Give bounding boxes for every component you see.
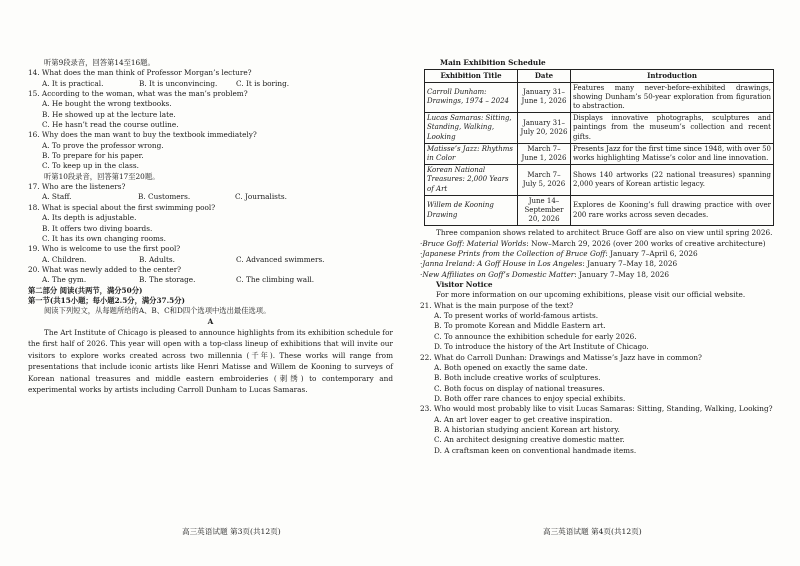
exhibition-date: January 31– June 1, 2026 [518,82,571,113]
section-one-heading: 第一节(共15小题；每小题2.5分，满分37.5分) [28,295,185,305]
option-d: D. A craftsman keen on conventional handmade items. [434,445,637,455]
listening-instruction-9: 听第9段录音，回答第14至16题。 [44,58,155,67]
companion-show-name: ·New Affiliates on Goff’s Domestic Matter [420,269,575,279]
option-a: A. The gym. [42,275,87,285]
option-b: B. Both include creative works of sculptures. [434,373,601,383]
option-a: A. An art lover eager to get creative inspiration. [434,414,613,424]
exhibition-title: Lucas Samaras: Sitting, Standing, Walking, Looking [425,113,518,144]
companion-show-item [420,270,785,280]
companion-show-name: ·Janna Ireland: A Goff House in Los Angeles [420,259,583,269]
exhibition-title: Korean National Treasures: 2,000 Years of Art [425,165,518,196]
companion-show-item [420,239,785,249]
exhibition-intro: Shows 140 artworks (22 national treasures) spanning 2,000 years of Korean artistic legacy. [571,165,774,196]
exhibition-date: March 7– July 5, 2026 [518,165,571,196]
passage-a-text: The Art Institute of Chicago is pleased to announce highlights from its exhibition schedule for the first half of 2026. This year will open with a top-class lineup of exhibitions that will invite our visitors to explore works created across two millennia (千年). These works will range from presentations that include iconic artists like Henri Matisse and Willem de Kooning to surveys of Korean national treasures and middle eastern embroideries (刺绣) to contemporary and experimental works by artists including Carroll Dunham to Lucas Samaras. [28,327,393,394]
reading-directions: 阅读下列短文，从每题所给的A、B、C和D四个选项中选出最佳选项。 [44,306,271,316]
listening-instruction-10: 听第10段录音，回答第17至20题。 [44,171,160,181]
companion-show-item [420,249,785,259]
column-header: Date [518,70,571,82]
table-row [425,113,774,144]
option-c: C. Both focus on display of national treasures. [434,383,605,393]
question-22: 22. What do Carroll Dunhan: Drawings and Matisse’s Jazz have in common? [420,352,702,362]
table-row [425,82,774,113]
companion-show-detail: : January 7–April 6, 2026 [605,249,698,259]
question-17-options [28,192,393,202]
question-15: 15. According to the woman, what was the man’s problem? [28,89,248,99]
option-a: A. To prove the professor wrong. [42,140,164,150]
exhibition-title: Carroll Dunham: Drawings, 1974 – 2024 [425,82,518,113]
visitor-notice-text: For more information on our upcoming exhibitions, please visit our official website. [436,290,746,300]
column-header: Exhibition Title [425,70,518,82]
option-b: B. A historian studying ancient Korean art history. [434,424,620,434]
question-20: 20. What was newly added to the center? [28,264,182,274]
option-a: A. To present works of world-famous artists. [434,311,599,321]
exhibition-title: Matisse’s Jazz: Rhythms in Color [425,143,518,164]
right-page [420,58,785,456]
option-b: B. He showed up at the lecture late. [42,109,176,119]
option-c: C. Advanced swimmers. [236,254,325,264]
schedule-title: Main Exhibition Schedule [440,58,546,67]
question-18: 18. What is special about the first swimming pool? [28,202,216,212]
question-16: 16. Why does the man want to buy the textbook immediately? [28,130,257,140]
question-20-options [28,275,393,285]
visitor-notice-heading: Visitor Notice [436,280,493,290]
option-a: A. It is practical. [42,78,104,88]
companion-show-name: ·Bruce Goff: Material Worlds [420,238,527,248]
passage-letter: A [207,316,214,326]
question-14: 14. What does the man think of Professor Morgan’s lecture? [28,68,252,78]
option-b: B. To prepare for his paper. [42,151,144,161]
exhibition-schedule-table [424,69,774,226]
exhibition-intro: Presents Jazz for the first time since 1948, with over 50 works highlighting Matisse’s color and line innovation. [571,143,774,164]
companion-show-name: ·Japanese Prints from the Collection of Bruce Goff [420,249,606,259]
page-footer-left: 高三英语试题 第3页(共12页) [182,527,281,536]
option-c: C. He hasn’t read the course outline. [42,120,179,130]
option-c: C. It is boring. [236,78,290,88]
question-21: 21. What is the main purpose of the text? [420,300,574,310]
option-b: B. To promote Korean and Middle Eastern art. [434,321,606,331]
companion-show-detail: : January 7–May 18, 2026 [574,269,670,279]
option-b: B. The storage. [139,275,196,285]
companion-shows-intro: Three companion shows related to architect Bruce Goff are also on view until spring 2026. [436,228,773,238]
option-c: C. An architect designing creative domestic matter. [434,435,625,445]
question-14-options [28,79,393,89]
option-a: A. Staff. [42,192,72,202]
exhibition-date: June 14– September 20, 2026 [518,195,571,226]
companion-show-item [420,259,785,269]
part-two-heading: 第二部分 阅读(共两节，满分50分) [28,285,143,295]
option-d: D. To introduce the history of the Art Institute of Chicago. [434,342,649,352]
page-footer-right: 高三英语试题 第4页(共12页) [543,527,642,536]
table-header-row [425,70,774,82]
option-c: C. It has its own changing rooms. [42,233,166,243]
table-row [425,143,774,164]
exhibition-intro: Features many never-before-exhibited drawings, showing Dunham’s 50-year exploration from figuration to abstraction. [571,82,774,113]
column-header: Introduction [571,70,774,82]
question-19: 19. Who is welcome to use the first pool? [28,244,181,254]
question-17: 17. Who are the listeners? [28,182,126,192]
option-c: C. Journalists. [235,192,287,202]
exhibition-intro: Displays innovative photographs, sculptures and paintings from the museum’s collection and recent gifts. [571,113,774,144]
question-19-options [28,255,393,265]
exhibition-title: Willem de Kooning Drawing [425,195,518,226]
option-b: B. Customers. [138,192,191,202]
option-c: C. The climbing wall. [236,275,315,285]
companion-show-detail: : Now–March 29, 2026 (over 200 works of creative architecture) [526,238,766,248]
exhibition-date: January 31– July 20, 2026 [518,113,571,144]
option-a: A. Its depth is adjustable. [42,213,137,223]
option-d: D. Both offer rare chances to enjoy special exhibits. [434,393,626,403]
question-23: 23. Who would most probably like to visit Lucas Samaras: Sitting, Standing, Walking, Looking? [420,404,773,414]
option-c: C. To announce the exhibition schedule for early 2026. [434,331,637,341]
option-b: B. It is unconvincing. [139,78,218,88]
exhibition-intro: Explores de Kooning’s full drawing practice with over 200 rare works across seven decades. [571,195,774,226]
companion-show-detail: : January 7–May 18, 2026 [582,259,678,269]
option-c: C. To keep up in the class. [42,161,139,171]
table-row [425,195,774,226]
exhibition-date: March 7– June 1, 2026 [518,143,571,164]
option-a: A. He bought the wrong textbooks. [42,99,172,109]
option-a: A. Children. [42,254,87,264]
option-b: B. Adults. [139,254,175,264]
left-page [28,58,393,395]
option-a: A. Both opened on exactly the same date. [434,362,588,372]
table-row [425,165,774,196]
option-b: B. It offers two diving boards. [42,223,153,233]
